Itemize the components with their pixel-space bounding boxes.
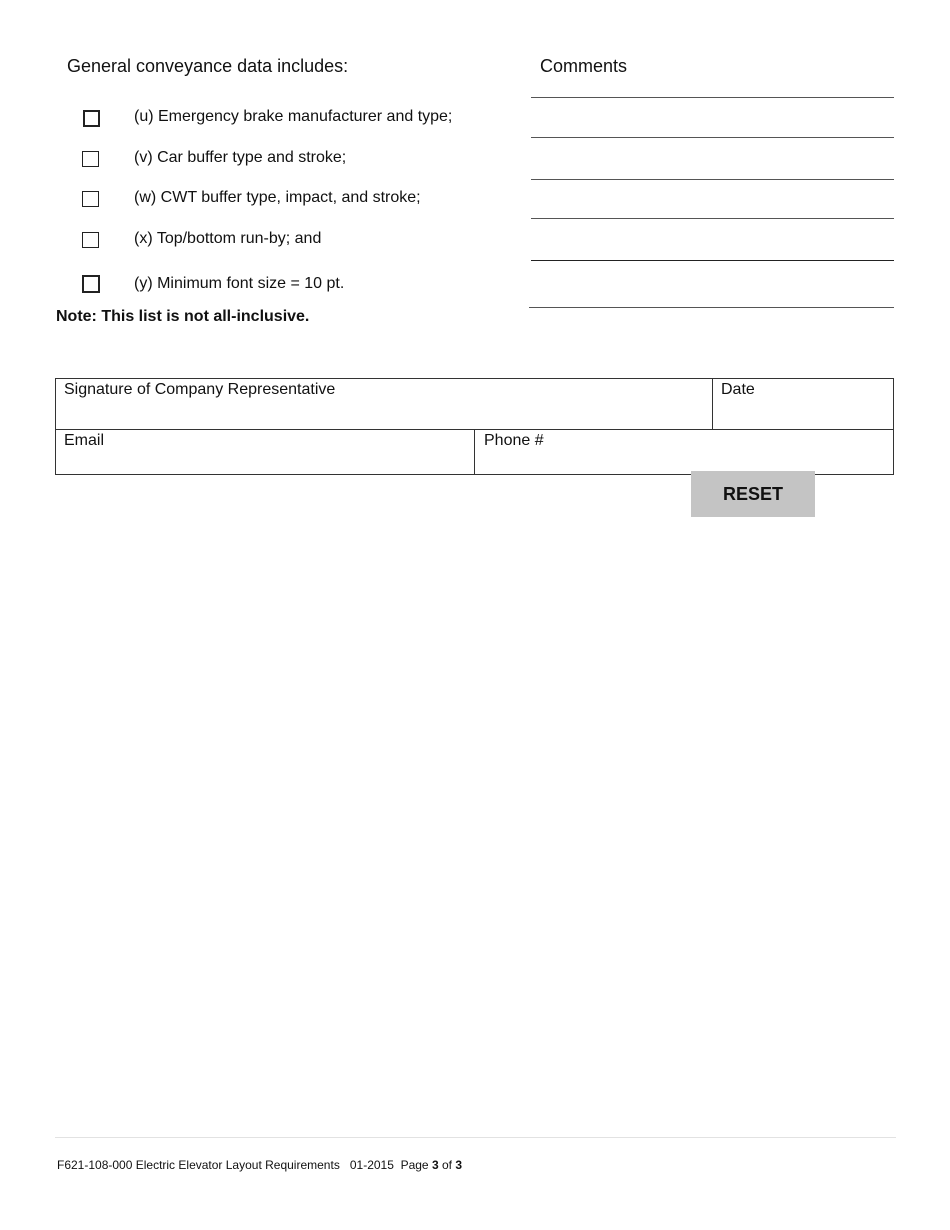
checklist-item-x-label: (x) Top/bottom run-by; and — [134, 230, 322, 247]
note-text: Note: This list is not all-inclusive. — [56, 308, 310, 325]
signature-field[interactable] — [56, 379, 713, 430]
phone-field[interactable] — [475, 430, 893, 474]
comment-line[interactable] — [531, 97, 894, 98]
footer-of-word: of — [441, 1158, 452, 1172]
signature-table — [55, 378, 894, 475]
checkbox-item-w[interactable] — [82, 191, 99, 207]
comment-line[interactable] — [531, 179, 894, 180]
checklist-item-v-label: (v) Car buffer type and stroke; — [134, 149, 347, 166]
footer-page-word: Page — [400, 1158, 429, 1172]
comments-heading: Comments — [540, 56, 628, 76]
email-label: Email — [64, 432, 105, 449]
checklist-item-w-label: (w) CWT buffer type, impact, and stroke; — [134, 189, 421, 206]
checkbox-item-y[interactable] — [82, 275, 100, 293]
checkbox-item-x[interactable] — [82, 232, 99, 248]
checkbox-item-v[interactable] — [82, 151, 99, 167]
email-field[interactable] — [56, 430, 475, 474]
comment-line[interactable] — [529, 307, 894, 308]
checkbox-item-u[interactable] — [83, 110, 100, 127]
footer-form-id: F621-108-000 Electric Elevator Layout Requirements — [57, 1158, 340, 1172]
signature-label: Signature of Company Representative — [64, 381, 336, 398]
footer — [57, 1158, 462, 1172]
reset-button[interactable]: RESET — [691, 471, 815, 517]
checklist-item-y-label: (y) Minimum font size = 10 pt. — [134, 275, 345, 292]
footer-date: 01-2015 — [349, 1158, 394, 1172]
footer-page-total: 3 — [455, 1158, 463, 1172]
checklist-item-u-label: (u) Emergency brake manufacturer and type; — [134, 108, 453, 125]
comment-line[interactable] — [531, 137, 894, 138]
date-field[interactable] — [713, 379, 893, 430]
date-label: Date — [721, 381, 755, 398]
comment-line[interactable] — [531, 260, 894, 261]
footer-page-current: 3 — [431, 1158, 439, 1172]
footer-divider — [55, 1137, 896, 1138]
comment-line[interactable] — [531, 218, 894, 219]
phone-label: Phone # — [484, 432, 544, 449]
checklist-heading: General conveyance data includes: — [67, 56, 349, 76]
